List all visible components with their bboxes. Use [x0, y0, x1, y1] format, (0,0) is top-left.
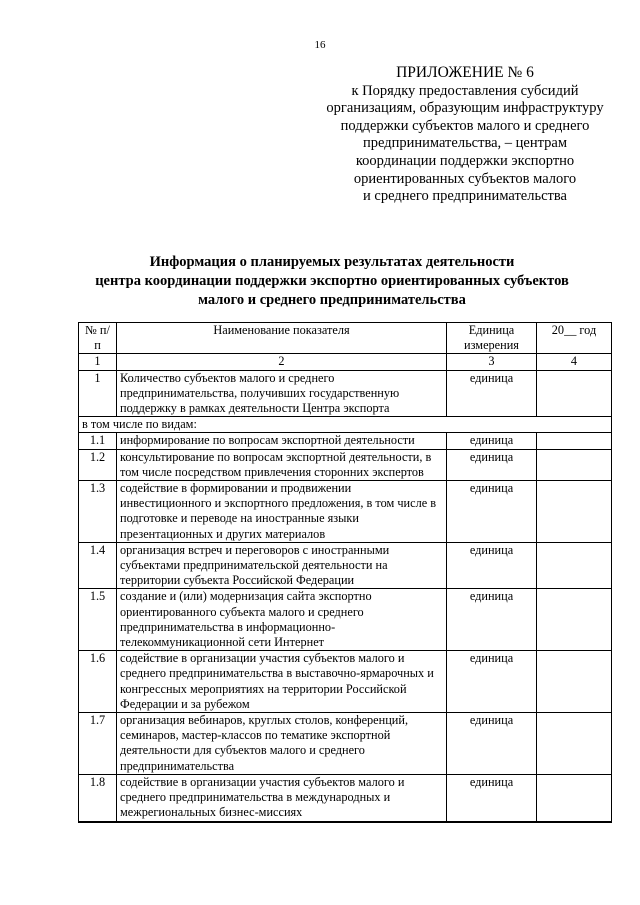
row-unit: единица — [447, 370, 537, 417]
column-number: 3 — [447, 354, 537, 370]
row-name: организация встреч и переговоров с иностранными субъектами предпринимательской деятельности на территории субъекта Российской Федерации — [117, 542, 447, 589]
appendix-line: поддержки субъектов малого и среднего — [340, 117, 590, 134]
table-row — [79, 589, 612, 651]
page-number: 16 — [314, 39, 326, 51]
row-num: 1.5 — [79, 589, 117, 651]
row-value-cell[interactable] — [537, 821, 612, 822]
subheader-text: в том числе по видам: — [79, 417, 612, 433]
indicators-table — [78, 322, 612, 823]
column-number: 4 — [537, 354, 612, 370]
row-num: 1.6 — [79, 651, 117, 713]
row-unit: единица — [447, 433, 537, 449]
row-num: 1.1 — [79, 433, 117, 449]
row-value-cell[interactable] — [537, 433, 612, 449]
appendix-title: ПРИЛОЖЕНИЕ № 6 — [396, 64, 534, 81]
row-name: информирование по вопросам экспортной деятельности — [117, 433, 447, 449]
row-value-cell[interactable] — [537, 542, 612, 589]
header-num: № п/п — [79, 323, 117, 354]
row-num: 1.2 — [79, 449, 117, 480]
row-value-cell[interactable] — [537, 774, 612, 821]
row-value-cell[interactable] — [537, 370, 612, 417]
appendix-block — [300, 64, 630, 206]
appendix-line: организациям, образующим инфраструктуру — [326, 100, 604, 117]
table-row — [79, 481, 612, 543]
title-line: Информация о планируемых результатах деятельности — [149, 254, 515, 270]
row-unit: единица — [447, 481, 537, 543]
row-name: создание и (или) модернизация сайта экспортно ориентированного субъекта малого и среднего предпринимательства в информационно-телекоммуникационной сети Интернет — [117, 589, 447, 651]
row-unit: единица — [447, 542, 537, 589]
table-row — [79, 449, 612, 480]
column-number-row — [79, 354, 612, 370]
header-unit: Единица измерения — [447, 323, 537, 354]
row-name: содействие в формировании и продвижении инвестиционного и экспортного предложения, в том числе в подготовке и переводе на иностранные языки презентационных и других материалов — [117, 481, 447, 543]
column-number: 2 — [117, 354, 447, 370]
table-header-row — [79, 323, 612, 354]
row-name: организация вебинаров, круглых столов, конференций, семинаров, мастер-классов по тематике экспортной деятельности для субъектов малого и среднего предпринимательства — [117, 713, 447, 775]
table-row — [79, 713, 612, 775]
row-value-cell[interactable] — [537, 481, 612, 543]
row-num: 1.4 — [79, 542, 117, 589]
row-num: 1.8 — [79, 774, 117, 821]
row-unit: единица — [447, 449, 537, 480]
table-row — [79, 651, 612, 713]
row-name — [117, 821, 447, 822]
subheader-row — [79, 417, 612, 433]
row-name: содействие в организации участия субъектов малого и среднего предпринимательства в выставочно-ярмарочных и конгрессных мероприятиях на территории Российской Федерации и за рубежом — [117, 651, 447, 713]
header-name: Наименование показателя — [117, 323, 447, 354]
appendix-line: и среднего предпринимательства — [363, 188, 567, 205]
appendix-line: ориентированных субъектов малого — [353, 170, 577, 187]
header-year: 20__ год — [537, 323, 612, 354]
row-num — [79, 821, 117, 822]
row-unit — [447, 821, 537, 822]
row-value-cell[interactable] — [537, 589, 612, 651]
column-number: 1 — [79, 354, 117, 370]
row-value-cell[interactable] — [537, 651, 612, 713]
row-num: 1.3 — [79, 481, 117, 543]
row-value-cell[interactable] — [537, 449, 612, 480]
appendix-line: предпринимательства, – центрам — [363, 135, 567, 152]
table-row — [79, 433, 612, 449]
title-line: малого и среднего предпринимательства — [198, 292, 466, 308]
table-row — [79, 821, 612, 822]
row-name: Количество субъектов малого и среднего предпринимательства, получивших государственную поддержку в рамках деятельности Центра экспорта — [117, 370, 447, 417]
row-num: 1 — [79, 370, 117, 417]
table-row — [79, 774, 612, 821]
document-title — [60, 253, 604, 310]
row-name: консультирование по вопросам экспортной деятельности, в том числе посредством привлечения сторонних экспертов — [117, 449, 447, 480]
row-num: 1.7 — [79, 713, 117, 775]
row-unit: единица — [447, 651, 537, 713]
appendix-line: к Порядку предоставления субсидий — [351, 82, 579, 99]
row-value-cell[interactable] — [537, 713, 612, 775]
row-unit: единица — [447, 774, 537, 821]
table-row — [79, 370, 612, 417]
title-line: центра координации поддержки экспортно ориентированных субъектов — [95, 273, 569, 289]
appendix-line: координации поддержки экспортно — [355, 152, 575, 169]
row-unit: единица — [447, 589, 537, 651]
row-unit: единица — [447, 713, 537, 775]
row-name: содействие в организации участия субъектов малого и среднего предпринимательства в международных и межрегиональных бизнес-миссиях — [117, 774, 447, 821]
table-row — [79, 542, 612, 589]
